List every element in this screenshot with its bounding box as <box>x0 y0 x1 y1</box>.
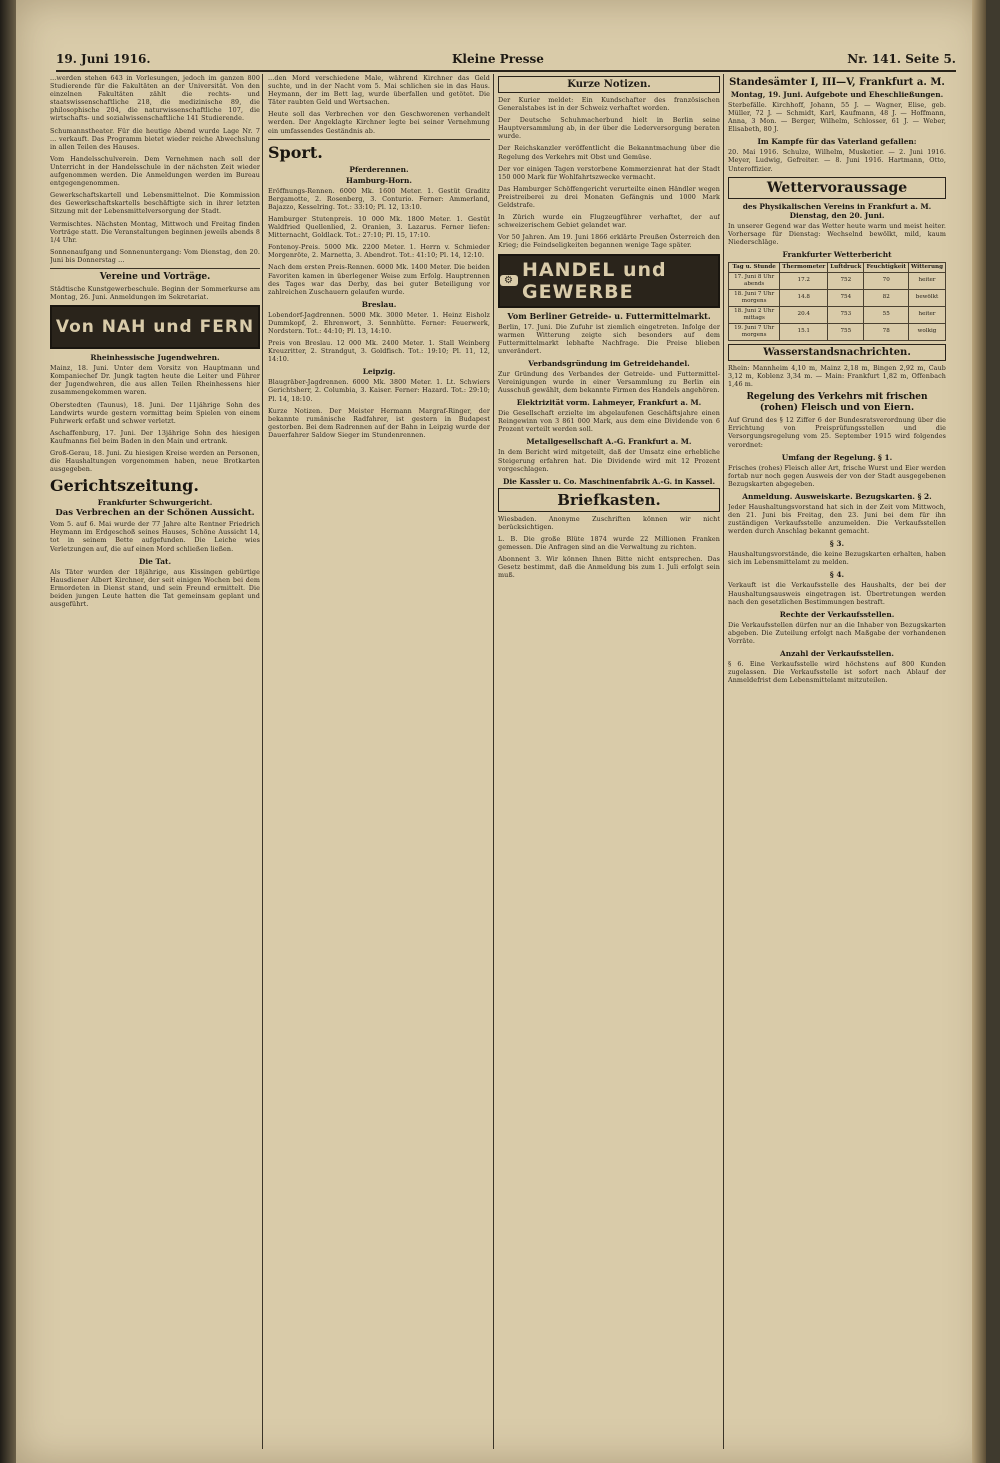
article-subheadline: Die Tat. <box>138 556 172 566</box>
column-1 <box>50 74 260 1449</box>
article-subheadline: Anzahl der Verkaufsstellen. <box>780 649 894 658</box>
article-text: In Zürich wurde ein Flugzeugführer verhaftet, der auf schweizerischem Gebiet gelandet war. <box>498 213 720 230</box>
article-subheadline: Hamburg-Horn. <box>345 175 412 185</box>
article-text: Vom 5. auf 6. Mai wurde der 77 Jahre alte Rentner Friedrich Heymann im Erdgeschoß seines Hauses, Schöne Aussicht 14, tot in seinem Bette aufgefunden. Die Leiche wies Verletzungen auf, die auf einen Mord schließen ließen. <box>50 520 260 553</box>
article-text: 20. Mai 1916. Schulze, Wilhelm, Musketier. — 2. Juni 1916. Meyer, Ludwig, Gefreiter. — 8. Juni 1916. Hartmann, Otto, Unteroffizier. <box>728 148 946 173</box>
article-text: Nach dem ersten Preis-Rennen. 6000 Mk. 1400 Meter. Die beiden Favoriten kamen in überlegener Weise zum Erfolg. Hauptrennen des Tages war das Derby, das bei guter Beteiligung vor zahlreichen Zuschauern gelaufen wurde. <box>268 263 490 296</box>
section-heading-gerichtszeitung: Gerichtszeitung. <box>50 476 199 496</box>
article-headline: Elektrizität vorm. Lahmeyer, Frankfurt a. M. <box>516 398 702 408</box>
table-row <box>729 306 946 323</box>
article-headline: Die Kassler u. Co. Maschinenfabrik A.-G. in Kassel. <box>502 476 716 486</box>
article-text: Gewerkschaftskartell und Lebensmittelnot. Die Kommission des Gewerkschaftskartells beschäftigte sich in ihrer letzten Sitzung mit der Lebensmittelversorgung der Stadt. <box>50 191 260 216</box>
column-3 <box>498 74 720 1449</box>
table-cell: 78 <box>864 323 909 340</box>
table-header-cell: Luftdruck <box>828 262 864 272</box>
article-text: Städtische Kunstgewerbeschule. Beginn der Sommerkurse am Montag, 26. Juni. Anmeldungen im Sekretariat. <box>50 284 260 302</box>
article-text: Eröffnungs-Rennen. 6000 Mk. 1600 Meter. 1. Gestüt Graditz Bergamotte, 2. Rosenberg, 3. Conturio. Ferner: Ammerland, Bajazzo, Kesselring. Tot.: 33:10; Pl. 12, 13:10. <box>268 186 490 211</box>
table-row <box>729 272 946 289</box>
article-text: Preis von Breslau. 12 000 Mk. 2400 Meter. 1. Stall Weinberg Kreuzritter, 2. Strandgut, 3. Goldfisch. Tot.: 19:10; Pl. 11, 12, 14:10. <box>268 339 490 364</box>
article-text: Verkauft ist die Verkaufsstelle des Haushalts, der bei der Haushaltungsausweis eingetragen ist. Übertretungen werden nach den gesetzlichen Bestimmungen bestraft. <box>728 581 946 606</box>
table-cell: bewölkt <box>908 289 945 306</box>
section-banner-von-nah-und-fern <box>50 305 260 349</box>
section-heading-sport: Sport. <box>268 142 323 162</box>
column-2 <box>268 74 490 1449</box>
article-text: Rhein: Mannheim 4,10 m, Mainz 2,18 m, Bingen 2,92 m, Caub 3,12 m, Koblenz 3,34 m. — Main: Frankfurt 1,82 m, Offenbach 1,46 m. <box>728 363 946 389</box>
article-headline: Metallgesellschaft A.-G. Frankfurt a. M. <box>526 437 692 447</box>
article-subheadline: § 3. <box>829 539 845 549</box>
article-text: Vom Handelsschulverein. Dem Vernehmen nach soll der Unterricht in der Handelsschule in der nächsten Zeit wieder aufgenommen werden. Die Anmeldungen werden im Bureau entgegengenommen. <box>50 154 260 188</box>
section-heading-wasserstand: Wasserstandsnachrichten. <box>728 344 946 361</box>
book-spine <box>0 0 16 1463</box>
table-cell: 752 <box>828 272 864 289</box>
banner-label: HANDEL und GEWERBE <box>521 258 667 303</box>
section-heading-kurze-notizen: Kurze Notizen. <box>498 76 720 93</box>
article-text: Aschaffenburg, 17. Juni. Der 13jährige Sohn des hiesigen Kaufmanns fiel beim Baden in den Main und ertrank. <box>50 428 260 445</box>
article-text: In dem Bericht wird mitgeteilt, daß der Umsatz eine erhebliche Steigerung erfahren hat. Die Dividende wird mit 12 Prozent vorgeschlagen. <box>498 448 720 473</box>
article-subheadline: Anmeldung. Ausweiskarte. Bezugskarten. § 2. <box>742 491 932 501</box>
article-text: Der Kurier meldet: Ein Kundschafter des französischen Generalstabes ist in der Schweiz verhaftet worden. <box>498 96 720 113</box>
article-text: Frisches (rohes) Fleisch aller Art, frische Wurst und Eier werden fortab nur noch gegen Ausweis der von der Stadt ausgegebenen Bezugskarten abgegeben. <box>728 463 946 488</box>
article-text: Jeder Haushaltungsvorstand hat sich in der Zeit vom Mittwoch, den 21. Juni bis Freitag, den 23. Juni bei dem für ihn zuständigen Verkaufsstelle anzumelden. Die Verkaufsstellen werden durch Anschlag bekannt gemacht. <box>728 502 946 536</box>
article-subheadline: Leipzig. <box>362 367 396 377</box>
newspaper-page <box>16 0 986 1463</box>
section-heading-vereine: Vereine und Vorträge. <box>99 271 211 282</box>
table-cell: 753 <box>828 306 864 323</box>
article-subheadline: Umfang der Regelung. § 1. <box>781 452 893 462</box>
article-text: Abonnent 3. Wir können Ihnen Bitte nicht entsprechen. Das Gesetz bestimmt, daß die Anmeldung bis zum 1. Juli erfolgt sein muß. <box>498 555 720 580</box>
article-text: Berlin, 17. Juni. Die Zufuhr ist ziemlich eingetreten. Infolge der warmen Witterung zeigte sich besonders auf dem Futtermittelmarkt lebhafte Nachfrage. Die Preise blieben unverändert. <box>498 322 720 355</box>
column-rule <box>723 74 724 1449</box>
article-text: Die Verkaufsstellen dürfen nur an die Inhaber von Bezugskarten abgeben. Die Zuteilung erfolgt nach Maßgabe der vorhandenen Vorräte. <box>728 620 946 645</box>
table-cell: heiter <box>908 272 945 289</box>
table-cell: 18. Juni 7 Uhr morgens <box>729 289 780 306</box>
article-text: ...den Mord verschiedene Male, während Kirchner das Geld suchte, und in der Nacht vom 5. Mai schlichen sie in das Haus. Heymann, der im Bett lag, wurde überfallen und getötet. Die Täter raubten Geld und Wertsachen. <box>268 74 490 107</box>
table-header-cell: Thermometer <box>780 262 828 272</box>
article-text: Fontenoy-Preis. 5000 Mk. 2200 Meter. 1. Herrn v. Schmieder Morgenröte, 2. Marnetta, 3. Abendrot. Tot.: 41:10; Pl. 14, 12:10. <box>268 243 490 260</box>
header-paper-name: Kleine Presse <box>452 52 544 66</box>
article-subheadline: Rechte der Verkaufsstellen. <box>779 609 895 619</box>
table-header-cell: Feuchtigkeit <box>864 262 909 272</box>
article-text: Der Reichskanzler veröffentlicht die Bekanntmachung über die Regelung des Verkehrs mit Obst und Gemüse. <box>498 144 720 161</box>
table-cell: wolkig <box>908 323 945 340</box>
article-text: Haushaltungsvorstände, die keine Bezugskarten erhalten, haben sich im Lebensmittelamt zu melden. <box>728 550 946 567</box>
divider <box>50 268 260 269</box>
article-text: Die Gesellschaft erzielte im abgelaufenen Geschäftsjahre einen Reingewinn von 3 861 000 Mark, aus dem eine Dividende von 6 Prozent verteilt werden soll. <box>498 409 720 434</box>
table-header-cell: Tag u. Stunde <box>729 262 780 272</box>
article-text: Kurze Notizen. Der Meister Hermann Margraf-Ringer, der bekannte rumänische Radfahrer, ist gestern in Budapest gestorben. Bei dem Radrennen auf der Bahn in Leipzig wurde der Dauerfahrer Saldow Sieger im Stundenrennen. <box>268 406 490 439</box>
article-text: In unserer Gegend war das Wetter heute warm und meist heiter. Vorhersage für Dienstag: Wechselnd bewölkt, mild, kaum Niederschläge. <box>728 221 946 246</box>
table-cell: heiter <box>908 306 945 323</box>
table-row <box>729 289 946 306</box>
article-subheadline: § 4. <box>829 570 845 580</box>
table-cell: 17. Juni 8 Uhr abends <box>729 272 780 289</box>
article-text: Oberstedten (Taunus), 18. Juni. Der 11jährige Sohn des Landwirts wurde gestern vormittag beim Spielen von einem Fuhrwerk erfaßt und schwer verletzt. <box>50 400 260 425</box>
divider <box>268 139 490 140</box>
article-text: Sterbefälle. Kirchhoff, Johann, 55 J. — Wagner, Elise, geb. Müller, 72 J. — Schmidt, Karl, Kaufmann, 48 J. — Hoffmann, Anna, 3 Mon. — Berger, Wilhelm, Schlosser, 61 J. — Weber, Elisabeth, 80 J. <box>728 101 946 134</box>
column-rule <box>493 74 494 1449</box>
table-header-cell: Witterung <box>908 262 945 272</box>
table-cell: 15.1 <box>780 323 828 340</box>
article-text: Als Täter wurden der 18jährige, aus Kissingen gebürtige Hausdiener Albert Kirchner, der seit einigen Wochen bei dem Ermordeten in Dienst stand, und sein Freund ermittelt. Die beiden jungen Leute hatten die Tat gemeinsam geplant und ausgeführt. <box>50 567 260 609</box>
table-cell: 55 <box>864 306 909 323</box>
table-cell: 14.8 <box>780 289 828 306</box>
article-subheadline: Breslau. <box>361 299 397 309</box>
article-text: Lobendorf-Jagdrennen. 5000 Mk. 3000 Meter. 1. Heinz Eisholz Dummkopf, 2. Ehrenwort, 3. Sennhütte. Ferner: Feuerwerk, Nordstern. Tot.: 44:10; Pl. 13, 14:10. <box>268 310 490 335</box>
banner-label: Von NAH und FERN <box>55 317 255 338</box>
article-text: § 6. Eine Verkaufsstelle wird höchstens auf 800 Kunden zugelassen. Die Verkaufsstelle ist sofort nach Ablauf der Anmeldefrist dem Lebensmittelamt mitzuteilen. <box>728 660 946 685</box>
weather-table-title: Frankfurter Wetterbericht <box>782 249 892 259</box>
article-headline: Vom Berliner Getreide- u. Futtermittelmarkt. <box>507 310 711 321</box>
section-banner-handel-und-gewerbe <box>498 254 720 308</box>
article-text: ...werden stehen 643 in Vorlesungen, jedoch im ganzen 800 Studierende für die Fakultäten an der Universität. Von den einzelnen Fakultäten zählt die rechts- und staatswissenschaftliche 218, die medizinische 89, die philosophische 204, die naturwissenschaftliche 107, die wirtschafts- und sozialwissenschaftliche 141 Studierende. <box>50 74 260 123</box>
table-cell: 82 <box>864 289 909 306</box>
article-text: Blaugräber-Jagdrennen. 6000 Mk. 3800 Meter. 1. Lt. Schwiers Gerichtsherr, 2. Columbia, 3. Kaiser. Ferner: Hazard. Tot.: 29:10; Pl. 14, 18:10. <box>268 378 490 403</box>
column-rule <box>262 74 263 1449</box>
table-cell: 70 <box>864 272 909 289</box>
section-heading-wettervoraussage: Wettervoraussage <box>728 177 946 199</box>
article-text: Wiesbaden. Anonyme Zuschriften können wir nicht berücksichtigen. <box>498 514 720 531</box>
page-header <box>56 52 956 72</box>
table-cell: 18. Juni 2 Uhr mittags <box>729 306 780 323</box>
article-text: Mainz, 18. Juni. Unter dem Vorsitz von Hauptmann und Kompaniechef Dr. Jungk tagten heute die Leiter und Führer der Jugendwehren, die aus allen Teilen Rheinhessens hier zusammengekommen waren. <box>50 364 260 397</box>
article-headline: Verbandsgründung im Getreidehandel. <box>528 358 690 368</box>
column-4 <box>728 74 946 1449</box>
table-header-row <box>729 262 946 272</box>
article-text: Der Deutsche Schuhmacherbund hielt in Berlin seine Hauptversammlung ab, in der über die Lederversorgung beraten wurde. <box>498 116 720 141</box>
table-cell: 17.2 <box>780 272 828 289</box>
article-text: Vermischtes. Nächsten Montag, Mittwoch und Freitag finden Vorträge statt. Die Veranstaltungen beginnen jeweils abends 8 1/4 Uhr. <box>50 219 260 244</box>
table-row <box>729 323 946 340</box>
article-text: L. B. Die große Blüte 1874 wurde 22 Millionen Franken gemessen. Die Anfragen sind an die Verwaltung zu richten. <box>498 534 720 551</box>
table-cell: 19. Juni 7 Uhr morgens <box>729 323 780 340</box>
table-cell: 754 <box>828 289 864 306</box>
article-subheadline: Montag, 19. Juni. Aufgebote und Eheschließungen. <box>730 90 944 99</box>
article-text: Vor 50 Jahren. Am 19. Juni 1866 erklärte Preußen Österreich den Krieg; die Feindseligkeiten begannen wenige Tage später. <box>498 233 720 250</box>
article-headline: Frankfurter Schwurgericht. <box>97 498 213 508</box>
weather-report-table <box>728 262 946 341</box>
article-text: Schumannstheater. Für die heutige Abend wurde Lage Nr. 7 ... verkauft. Das Programm bietet wieder reiche Abwechslung in allen Teilen des Hauses. <box>50 126 260 151</box>
section-heading-standesaemter: Standesämter I, III—V, Frankfurt a. M. <box>729 77 945 88</box>
header-issue-number: Nr. 141. Seite 5. <box>847 52 956 66</box>
article-headline: Rheinhessische Jugendwehren. <box>90 353 220 363</box>
article-subheadline: des Physikalischen Vereins in Frankfurt a. M. Dienstag, den 20. Juni. <box>742 201 932 220</box>
article-text: Heute soll das Verbrechen vor den Geschworenen verhandelt werden. Der Angeklagte Kirchner legte bei seiner Vernehmung ein umfassendes Geständnis ab. <box>268 110 490 135</box>
article-headline: Pferderennen. <box>349 164 409 174</box>
article-text: Der vor einigen Tagen verstorbene Kommerzienrat hat der Stadt 150 000 Mark für Wohlfahrtszwecke vermacht. <box>498 164 720 181</box>
article-text: Sonnenaufgang und Sonnenuntergang: Vom Dienstag, den 20. Juni bis Donnerstag ... <box>50 247 260 264</box>
table-cell: 20.4 <box>780 306 828 323</box>
section-heading-regelung: Regelung des Verkehrs mit frischen (rohen) Fleisch und von Eiern. <box>746 392 928 414</box>
article-text: Auf Grund des § 12 Ziffer 6 der Bundesratsverordnung über die Errichtung von Preisprüfungsstellen und die Versorgungsregelung vom 25. September 1915 wird folgendes verordnet: <box>728 416 946 449</box>
section-heading-briefkasten: Briefkasten. <box>498 488 720 512</box>
article-text: Hamburger Stutenpreis. 10 000 Mk. 1800 Meter. 1. Gestüt Waldfried Quellenlied, 2. Oranien, 3. Lazarus. Ferner liefen: Mitternacht, Goldlack. Tot.: 27:10; Pl. 15, 17:10. <box>268 214 490 240</box>
table-cell: 755 <box>828 323 864 340</box>
article-text: Groß-Gerau, 18. Juni. Zu hiesigen Kreise werden an Personen, die Haushaltungen vorgenommen haben, neue Brotkarten ausgegeben. <box>50 449 260 474</box>
page-edge <box>972 0 986 1463</box>
article-headline: Das Verbrechen an der Schönen Aussicht. <box>55 508 255 519</box>
article-text: Das Hamburger Schöffengericht verurteilte einen Händler wegen Preistreiberei zu drei Monaten Gefängnis und 1000 Mark Geldstrafe. <box>498 184 720 210</box>
header-date: 19. Juni 1916. <box>56 52 151 66</box>
article-subheadline: Im Kampfe für das Vaterland gefallen: <box>757 137 917 147</box>
gear-emblem-icon: ⚙ <box>500 275 518 286</box>
article-text: Zur Gründung des Verbandes der Getreide- und Futtermittel-Vereinigungen wurde in einer Versammlung zu Berlin ein Ausschuß gewählt, dem bekannte Firmen des Handels angehören. <box>498 369 720 395</box>
